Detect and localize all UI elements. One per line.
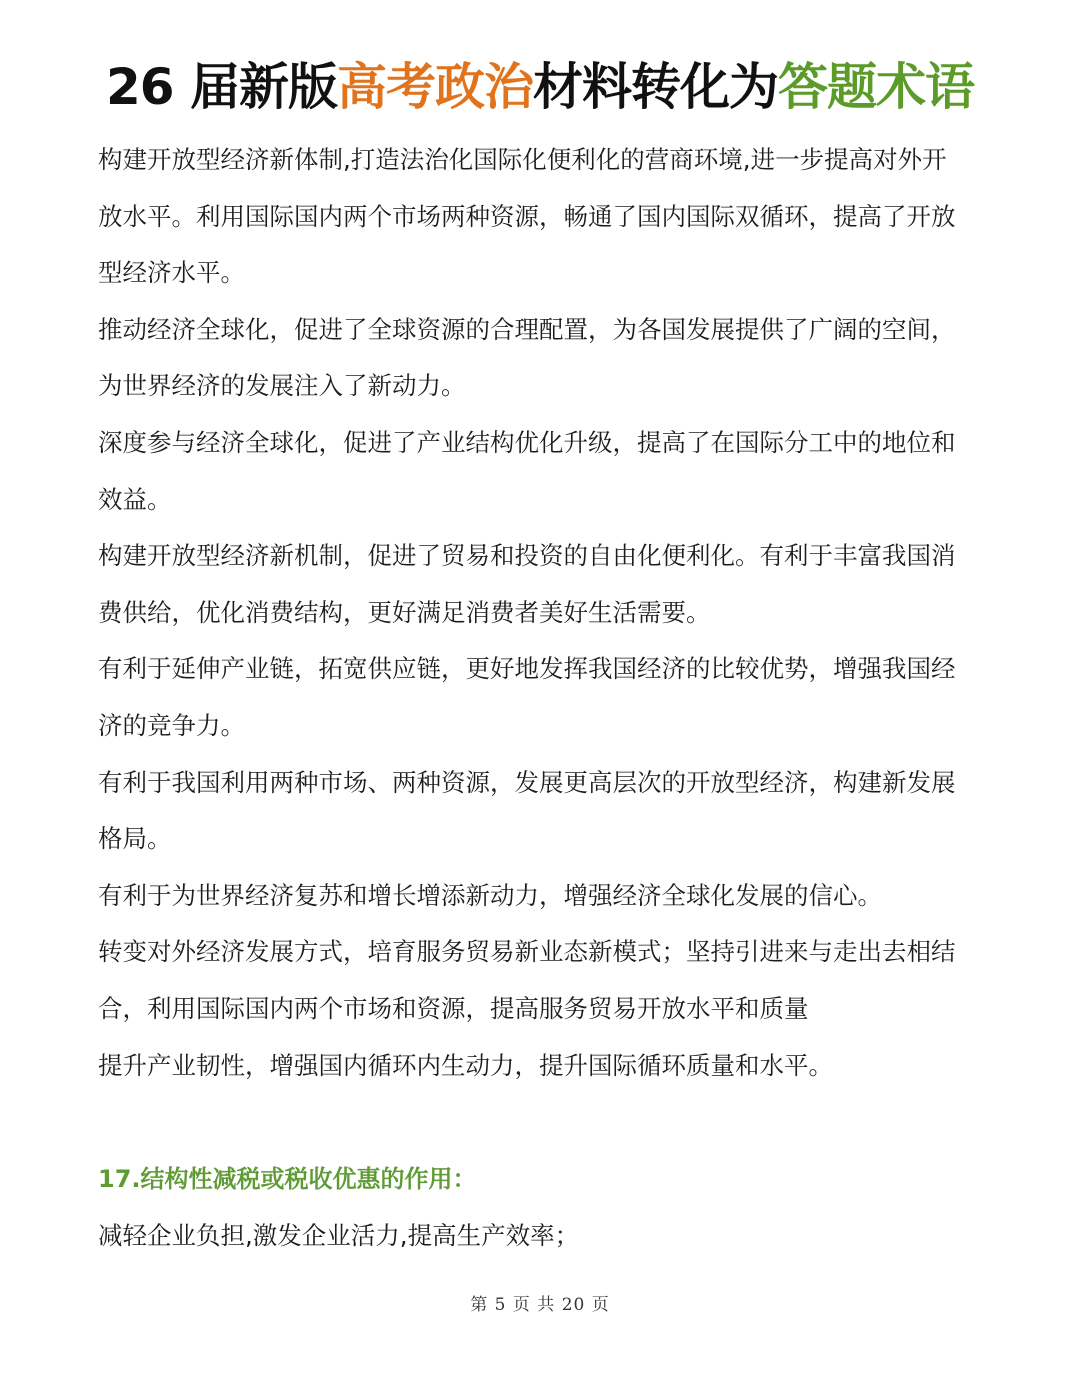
body-line: 有利于延伸产业链，拓宽供应链，更好地发挥我国经济的比较优势，增强我国经 xyxy=(98,654,956,684)
title-highlight-green: 答题术语 xyxy=(778,58,974,116)
body-line: 格局。 xyxy=(98,824,172,854)
document-body xyxy=(98,132,988,1264)
section-heading: 17.结构性减税或税收优惠的作用： xyxy=(98,1165,477,1194)
body-line: 济的竞争力。 xyxy=(98,710,245,740)
title-highlight-orange: 高考政治 xyxy=(337,58,533,116)
body-line: 推动经济全球化，促进了全球资源的合理配置，为各国发展提供了广阔的空间， xyxy=(98,314,956,344)
body-line: 放水平。利用国际国内两个市场两种资源，畅通了国内国际双循环，提高了开放 xyxy=(98,201,956,231)
body-line: 合，利用国际国内两个市场和资源，提高服务贸易开放水平和质量 xyxy=(98,993,809,1023)
page-number-footer: 第 5 页 共 20 页 xyxy=(470,1295,610,1315)
body-line: 型经济水平。 xyxy=(98,258,245,288)
title-prefix: 26 届新版 xyxy=(106,58,337,116)
body-line: 深度参与经济全球化，促进了产业结构优化升级，提高了在国际分工中的地位和 xyxy=(98,427,956,457)
body-line: 有利于为世界经济复苏和增长增添新动力，增强经济全球化发展的信心。 xyxy=(98,880,882,910)
section-line: 减轻企业负担,激发企业活力,提高生产效率； xyxy=(98,1220,580,1250)
section-spacer xyxy=(98,1094,988,1151)
title-middle: 材料转化为 xyxy=(533,58,778,116)
body-line: 构建开放型经济新机制，促进了贸易和投资的自由化便利化。有利于丰富我国消 xyxy=(98,541,956,571)
body-line: 有利于我国利用两种市场、两种资源，发展更高层次的开放型经济，构建新发展 xyxy=(98,767,956,797)
body-line: 效益。 xyxy=(98,484,172,514)
body-line: 构建开放型经济新体制,打造法治化国际化便利化的营商环境,进一步提高对外开 xyxy=(98,145,947,174)
page-title xyxy=(0,52,1080,122)
body-line: 费供给，优化消费结构，更好满足消费者美好生活需要。 xyxy=(98,597,711,627)
body-line: 提升产业韧性，增强国内循环内生动力，提升国际循环质量和水平。 xyxy=(98,1050,833,1080)
body-line: 转变对外经济发展方式，培育服务贸易新业态新模式；坚持引进来与走出去相结 xyxy=(98,937,956,967)
body-line: 为世界经济的发展注入了新动力。 xyxy=(98,371,466,401)
